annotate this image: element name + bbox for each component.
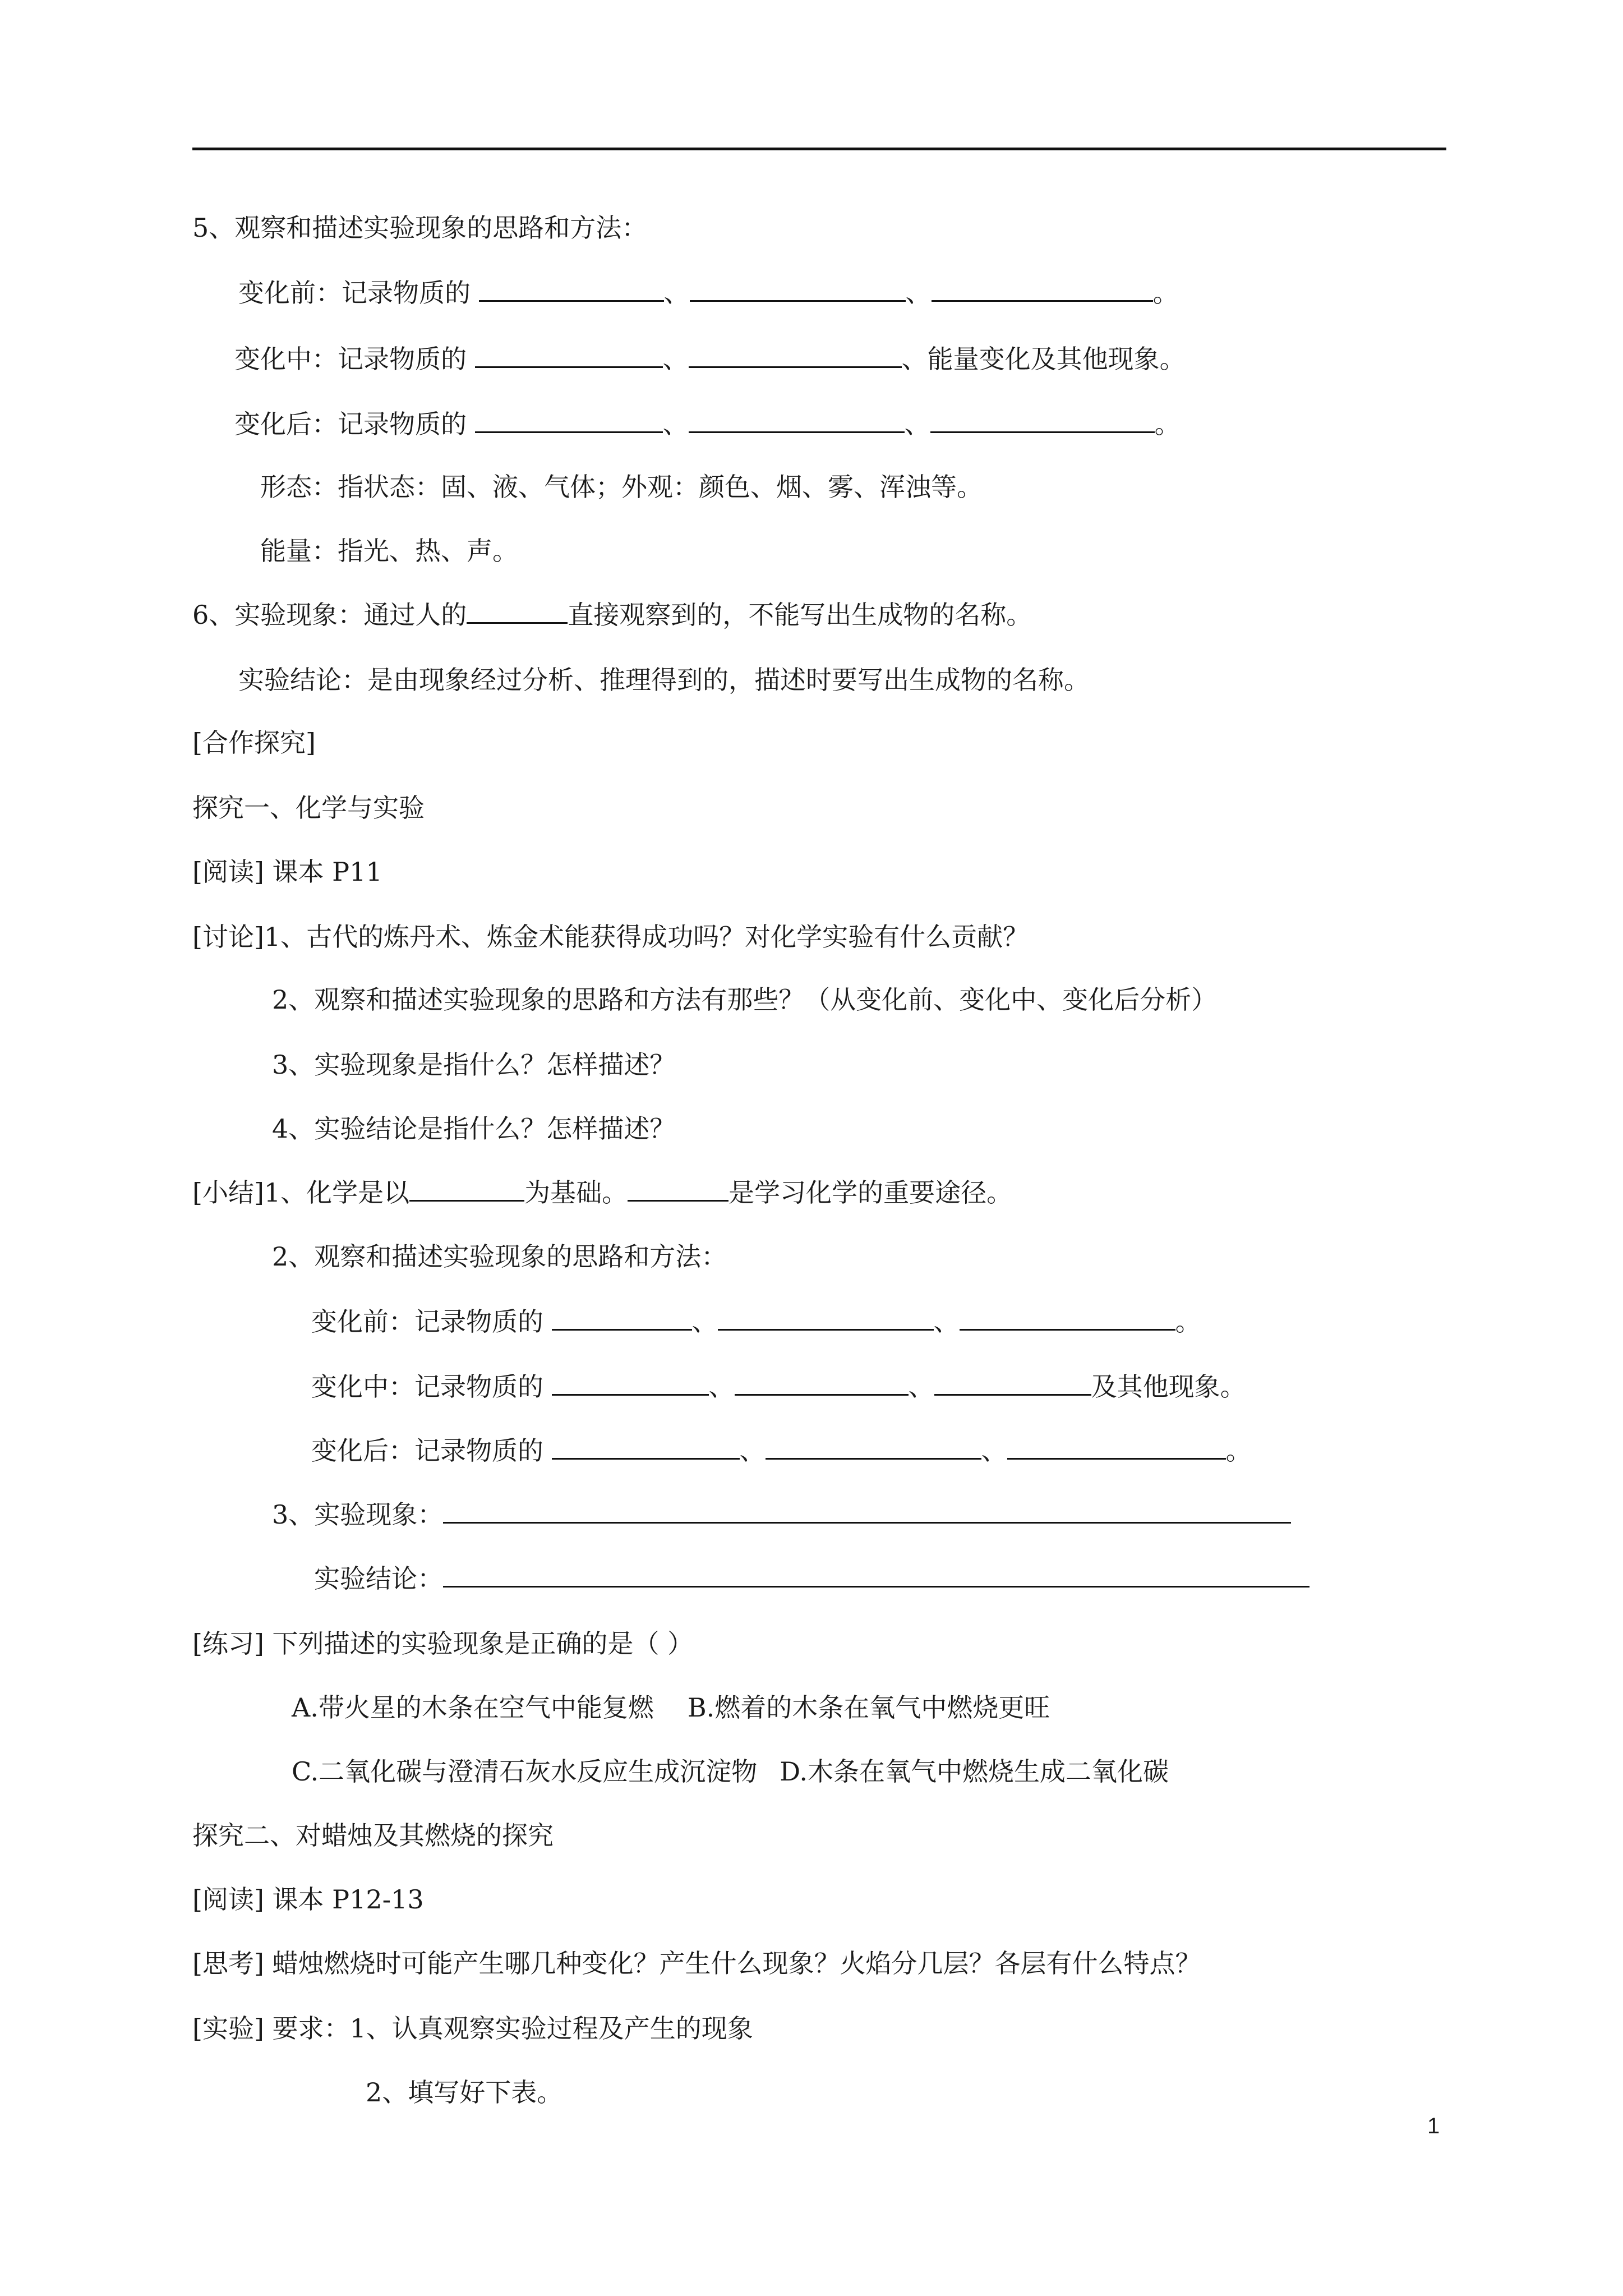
summary-conclusion: 实验结论： [314,1556,1310,1601]
blank[interactable] [689,403,905,433]
q5-before-line: 变化前：记录物质的 、 、 。 [238,270,1179,315]
blank[interactable] [409,1172,524,1202]
inquiry2-exp1: [实验] 要求：1、认真观察实验过程及产生的现象 [192,2013,753,2044]
blank[interactable] [467,594,568,624]
cooperate-heading: [合作探究] [192,728,316,758]
q5-title: 5、观察和描述实验现象的思路和方法： [192,213,648,243]
inquiry2-read: [阅读] 课本 P12-13 [192,1884,424,1915]
blank[interactable] [934,1366,1091,1396]
blank[interactable] [930,403,1155,433]
option-b: B.燃着的木条在氧气中燃烧更旺 [687,1692,1050,1723]
blank[interactable] [552,1301,692,1331]
blank[interactable] [766,1430,981,1460]
practice-options-cd [292,1749,1169,1794]
option-d: D.木条在氧气中燃烧生成二氧化碳 [780,1756,1169,1787]
inquiry1-title: 探究一、化学与实验 [192,793,425,823]
inquiry2-exp2: 2、填写好下表。 [366,2077,563,2108]
q6-line2: 实验结论：是由现象经过分析、推理得到的，描述时要写出生成物的名称。 [238,665,1090,695]
discuss-1: [讨论]1、古代的炼丹术、炼金术能获得成功吗？对化学实验有什么贡献？ [192,922,1029,952]
summary-before-line: 变化前：记录物质的 、 、 。 [311,1299,1201,1344]
blank[interactable] [552,1430,740,1460]
blank[interactable] [628,1172,728,1202]
blank[interactable] [735,1366,909,1396]
page-number: 1 [1427,2114,1440,2138]
blank[interactable] [690,272,906,302]
blank[interactable] [689,338,902,368]
discuss-3: 3、实验现象是指什么？怎样描述？ [272,1050,676,1080]
blank[interactable] [475,403,663,433]
q5-form-note: 形态：指状态：固、液、气体；外观：颜色、烟、雾、浑浊等。 [260,472,983,502]
summary-2: 2、观察和描述实验现象的思路和方法： [272,1241,727,1272]
blank[interactable] [443,1558,1310,1588]
discuss-4: 4、实验结论是指什么？怎样描述？ [272,1114,676,1144]
option-a: A.带火星的木条在空气中能复燃 [292,1692,654,1723]
blank[interactable] [960,1301,1175,1331]
summary-during-line: 变化中：记录物质的 、 、 及其他现象。 [311,1364,1246,1409]
summary-3: 3、实验现象： [272,1492,1291,1537]
inquiry2-think: [思考] 蜡烛燃烧时可能产生哪几种变化？产生什么现象？火焰分几层？各层有什么特点？ [192,1948,1201,1978]
discuss-2: 2、观察和描述实验现象的思路和方法有那些？（从变化前、变化中、变化后分析） [272,984,1218,1015]
blank[interactable] [932,272,1153,302]
inquiry2-title: 探究二、对蜡烛及其燃烧的探究 [192,1820,554,1851]
blank[interactable] [552,1366,709,1396]
blank[interactable] [443,1494,1291,1524]
header-rule [192,148,1446,150]
summary-1: [小结]1、化学是以 为基础。 是学习化学的重要途径。 [192,1170,1012,1215]
q5-after-line: 变化后：记录物质的 、 、 。 [234,402,1181,447]
blank[interactable] [475,338,663,368]
summary-after-line: 变化后：记录物质的 、 、 。 [311,1428,1252,1473]
blank[interactable] [479,272,664,302]
q5-during-line: 变化中：记录物质的 、 、能量变化及其他现象。 [234,337,1186,381]
q5-energy-note: 能量：指光、热、声。 [260,536,518,566]
practice-options-ab [292,1685,1050,1730]
q6-line1: 6、实验现象：通过人的 直接观察到的，不能写出生成物的名称。 [192,592,1032,637]
option-c: C.二氧化碳与澄清石灰水反应生成沉淀物 [292,1756,758,1787]
blank[interactable] [1007,1430,1226,1460]
practice-title: [练习] 下列描述的实验现象是正确的是（ ） [192,1628,694,1659]
blank[interactable] [718,1301,934,1331]
inquiry1-read: [阅读] 课本 P11 [192,857,382,887]
